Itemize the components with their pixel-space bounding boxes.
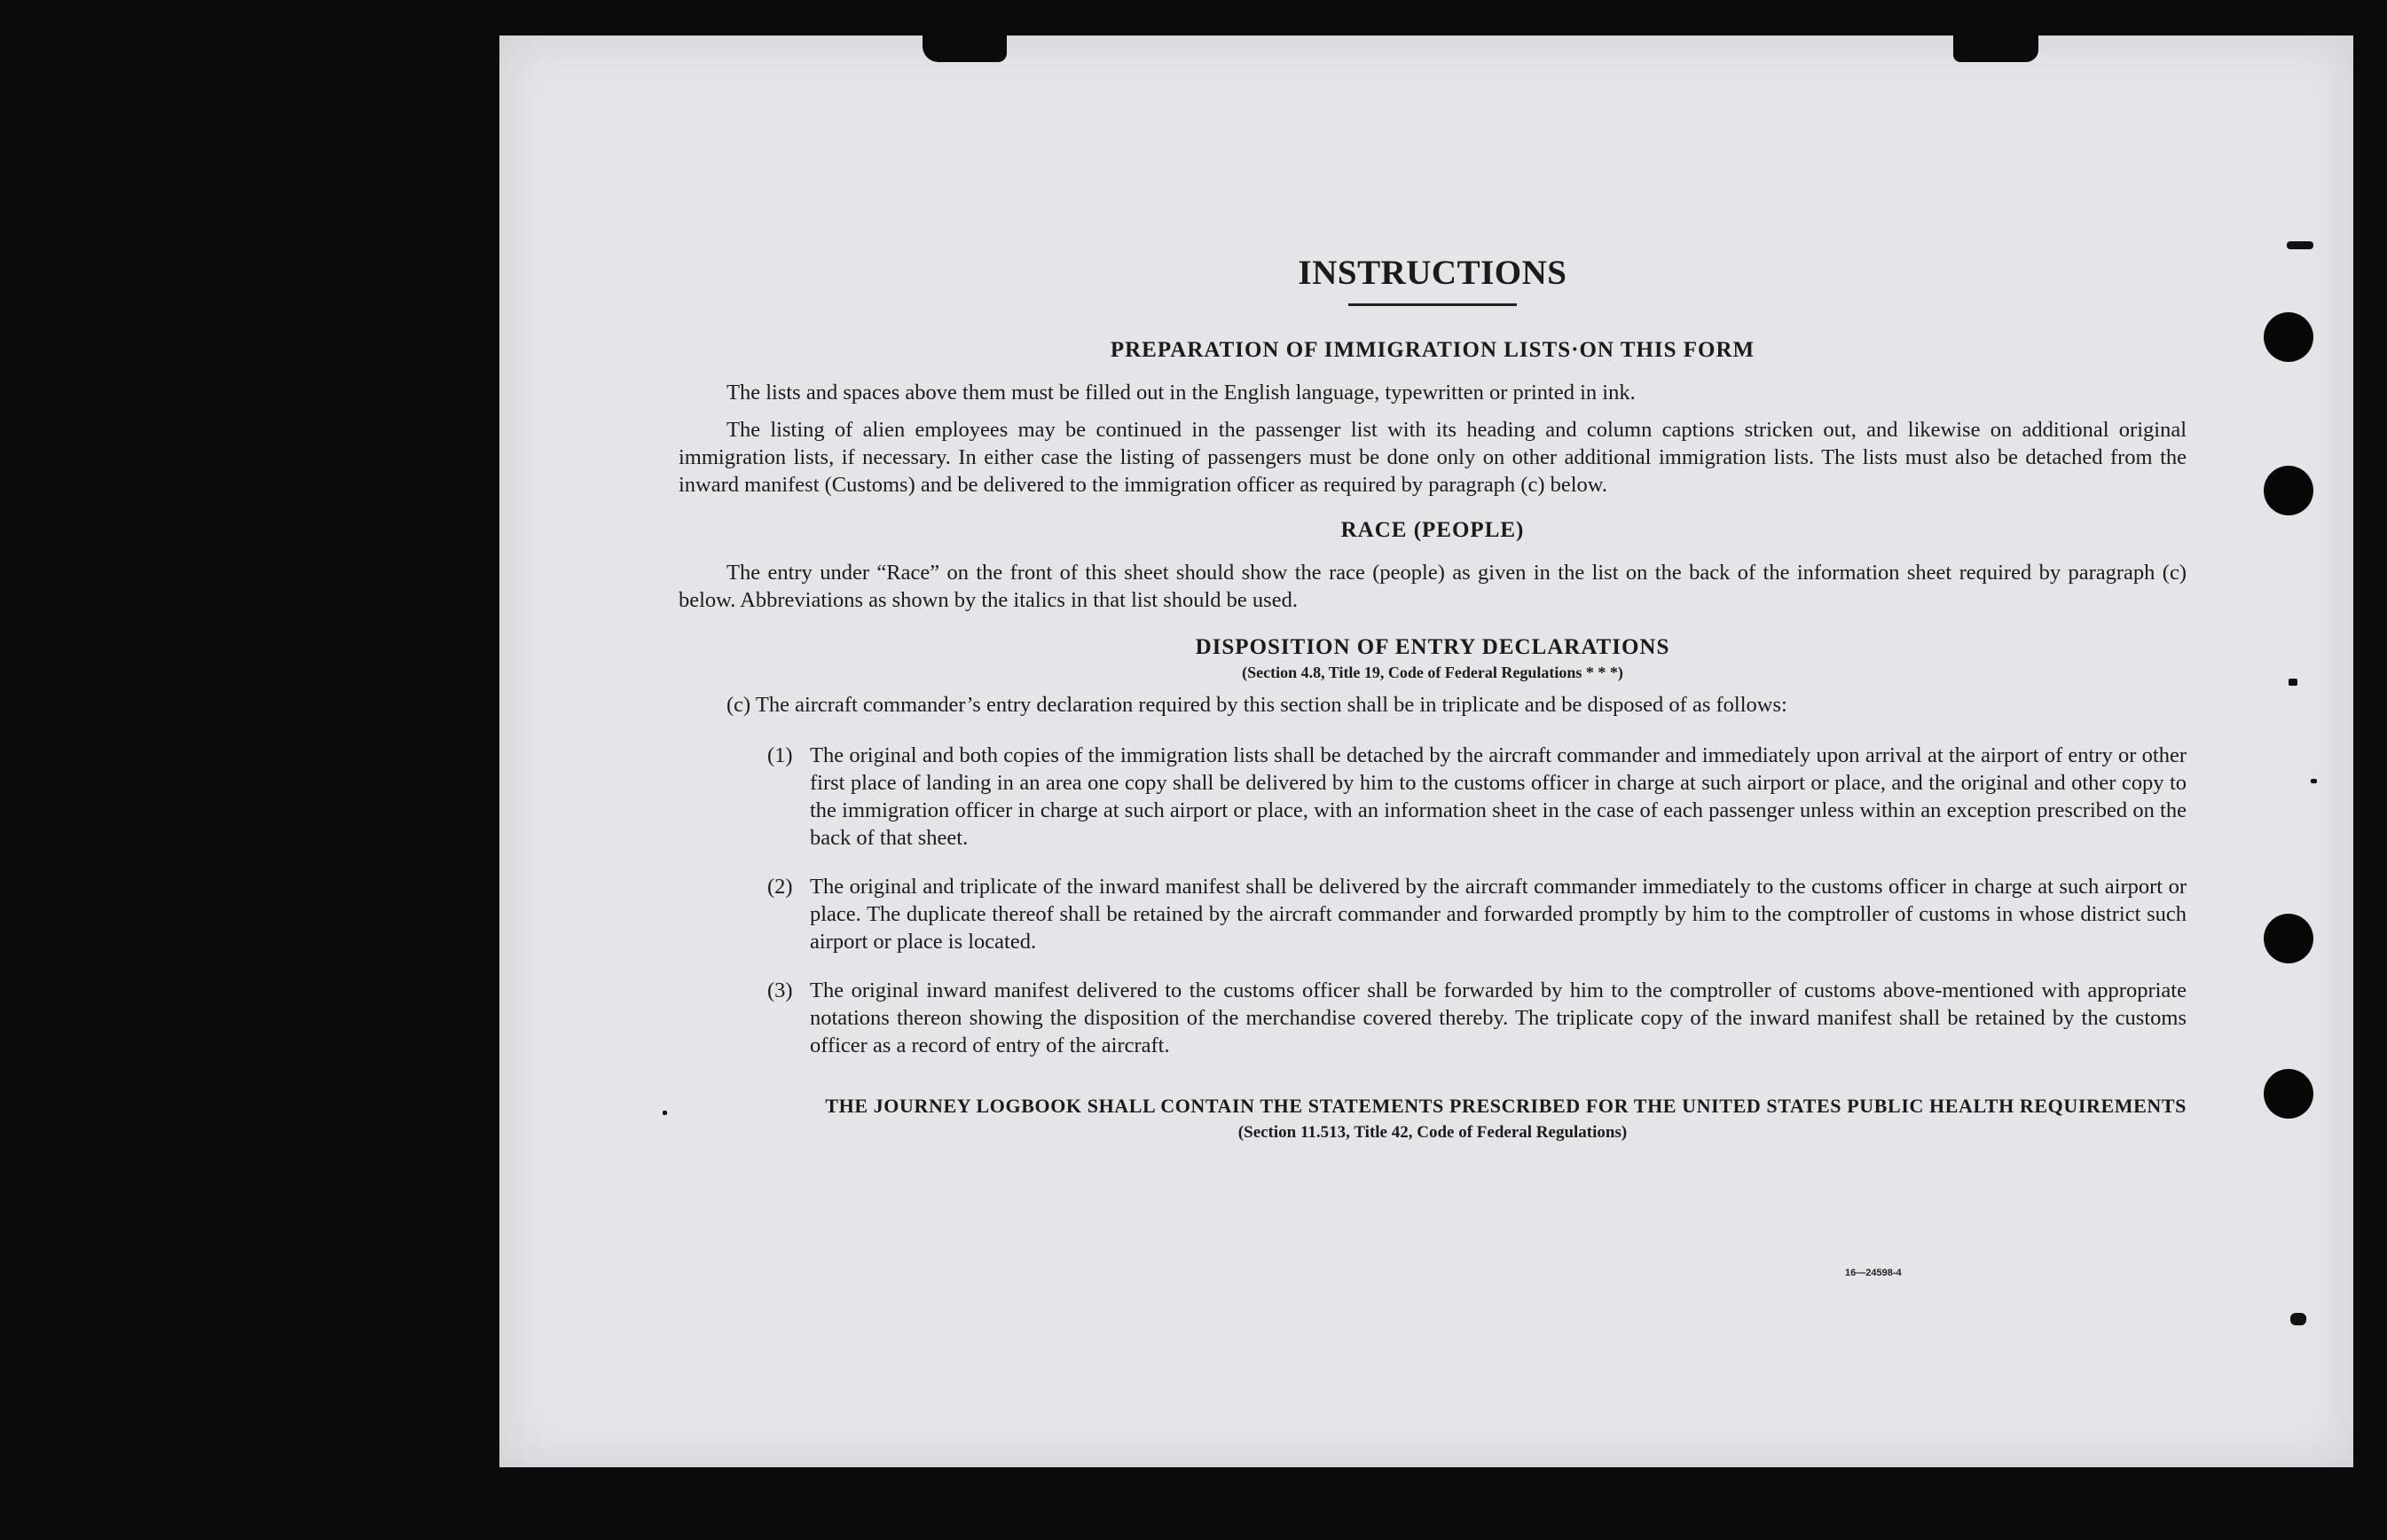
clause-c: (c) The aircraft commander’s entry declaration required by this section shall be in triplicate and be disposed of as follows: (726, 693, 1787, 717)
instructions-document (679, 248, 2187, 1143)
section-heading-preparation: PREPARATION OF IMMIGRATION LISTS·ON THIS FORM (1110, 338, 1755, 362)
scan-mark (663, 1111, 667, 1115)
list-item-number: (2) (767, 875, 793, 899)
section-reference: (Section 4.8, Title 19, Code of Federal Regulations * * *) (1242, 664, 1623, 681)
health-requirements-statement: THE JOURNEY LOGBOOK SHALL CONTAIN THE STATEMENTS PRESCRIBED FOR THE UNITED STATES PUBLIC HEALTH REQUIREMENTS (825, 1095, 2187, 1117)
scan-mark (2289, 679, 2297, 686)
list-item-text: The original and both copies of the immigration lists shall be detached by the aircraft commander and immediately upon arrival at the airport of entry or other first place of landing in an area one copy shall be delivered by him to the customs officer in charge at such airport or place, and the original and other copy to the immigration officer in charge at such airport or place, with an information sheet in the case of each passenger unless within an exception prescribed on the back of that sheet. (810, 743, 2187, 850)
punch-hole (2264, 312, 2313, 362)
list-item-text: The original and triplicate of the inward manifest shall be delivered by the aircraft commander immediately to the customs officer in charge at such airport or place. The duplicate thereof shall be retained by the aircraft commander and forwarded promptly by him to the comptroller of customs in whose district such airport or place is located. (810, 875, 2187, 954)
paragraph-race: The entry under “Race” on the front of this sheet should show the race (people) as given in the list on the back of the information sheet required by paragraph (c) below. Abbreviations as shown by the italics in that list should be used. (679, 561, 2187, 612)
scan-mark (2287, 241, 2313, 249)
list-item-number: (1) (767, 743, 793, 767)
scan-mark (2290, 1313, 2306, 1325)
list-item (679, 873, 2187, 955)
title-underline (1348, 303, 1517, 306)
punch-hole (2264, 914, 2313, 963)
list-item-number: (3) (767, 978, 793, 1002)
punch-hole (2264, 1069, 2313, 1119)
section-heading-disposition: DISPOSITION OF ENTRY DECLARATIONS (1195, 635, 1670, 659)
paragraph-alien-employees: The listing of alien employees may be continued in the passenger list with its heading and column captions stricken out, and likewise on additional original immigration lists, if necessary. In either case the listing of passengers must be done only on other additional immigration lists. The lists must also be detached from the inward manifest (Customs) and be delivered to the immigration officer as required by paragraph (c) below. (679, 418, 2187, 497)
page-title: INSTRUCTIONS (1298, 254, 1567, 292)
list-item-text: The original inward manifest delivered to the customs officer shall be forwarded by him to the comptroller of customs above-mentioned with appropriate notations thereon showing the disposition of the merchandise covered thereby. The triplicate copy of the inward manifest shall be retained by the customs officer as a record of entry of the aircraft. (810, 978, 2187, 1057)
binder-tab-right (1953, 35, 2038, 62)
list-item (679, 742, 2187, 852)
binder-tab-left (923, 35, 1007, 62)
health-requirements-reference: (Section 11.513, Title 42, Code of Federal Regulations) (1237, 1123, 1628, 1142)
punch-hole (2264, 466, 2313, 515)
scan-mark (2311, 779, 2317, 783)
paragraph-language: The lists and spaces above them must be filled out in the English language, typewritten or printed in ink. (726, 381, 1636, 405)
section-heading-race: RACE (PEOPLE) (1340, 518, 1525, 542)
list-item (679, 977, 2187, 1059)
form-number: 16—24598-4 (1845, 1268, 1902, 1278)
